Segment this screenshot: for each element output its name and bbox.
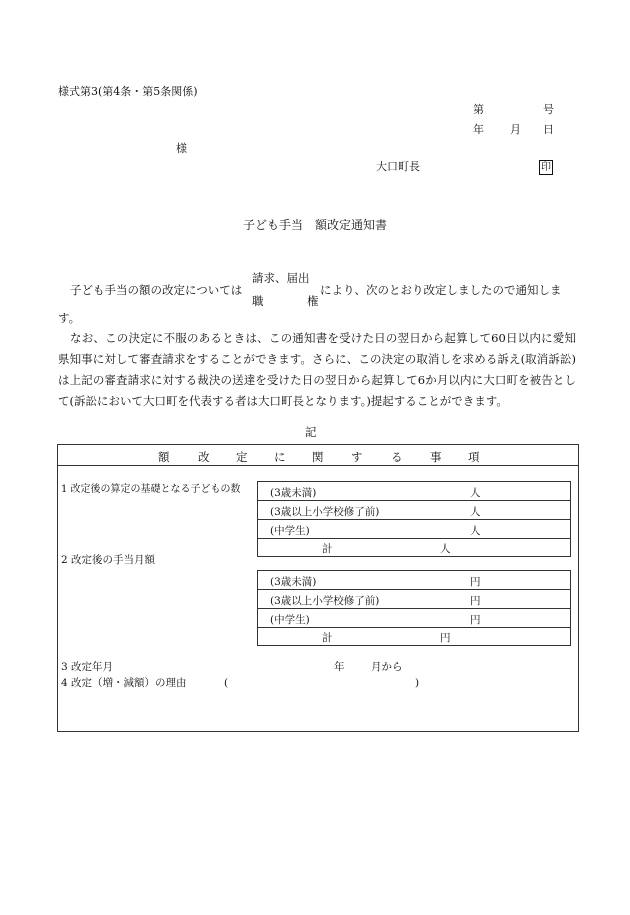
item4-label: 4 改定（増・減額）の理由 <box>61 677 187 689</box>
children-row-label: (3歳以上小学校修了前) <box>270 506 380 518</box>
amount-row-unit: 円 <box>470 576 481 588</box>
header-divider <box>58 465 578 466</box>
amount-row-label: (3歳未満) <box>270 576 317 588</box>
form-reference: 様式第3(第4条・第5条関係) <box>58 85 198 98</box>
children-total-label: 計 <box>322 543 333 555</box>
issuer: 大口町長 <box>376 160 420 173</box>
children-row-label: (3歳未満) <box>270 487 317 499</box>
body-p1-before: 子ども手当の額の改定については <box>70 283 243 297</box>
children-total-unit: 人 <box>440 543 451 555</box>
children-count-box <box>257 481 571 557</box>
date-day: 日 <box>543 123 554 136</box>
amount-row <box>258 590 570 609</box>
reason-paren-open: ( <box>224 677 229 689</box>
header-char: る <box>391 450 403 464</box>
body-p1-after: により、次のとおり改定しましたので通知しま <box>320 283 562 297</box>
children-row <box>258 482 570 501</box>
amount-row-unit: 円 <box>470 614 481 626</box>
ki-label: 記 <box>305 425 317 439</box>
body-p1-cont: す。 <box>58 311 81 325</box>
amount-total-row <box>258 627 570 645</box>
children-row <box>258 501 570 520</box>
document-title: 子ども手当 額改定通知書 <box>243 218 388 232</box>
header-char: に <box>274 450 286 464</box>
doc-number-dai: 第 <box>473 103 484 116</box>
children-row-label: (中学生) <box>270 525 310 537</box>
body-stack-bottom-2: 権 <box>307 294 319 308</box>
amount-row-label: (3歳以上小学校修了前) <box>270 595 380 607</box>
header-char: 定 <box>236 450 248 464</box>
addressee-sama: 様 <box>176 142 187 155</box>
item2-label: 2 改定後の手当月額 <box>61 554 156 566</box>
amount-total-unit: 円 <box>440 632 451 644</box>
item3-month: 月から <box>371 661 403 673</box>
amount-total-label: 計 <box>322 632 333 644</box>
header-char: 額 <box>158 450 170 464</box>
details-table <box>57 444 579 732</box>
children-row-unit: 人 <box>470 487 481 499</box>
header-char: 項 <box>468 450 480 464</box>
seal-mark: 印 <box>541 162 551 173</box>
body-stack-bottom-1: 職 <box>252 294 264 308</box>
header-char: す <box>351 450 363 464</box>
header-char: 関 <box>312 450 324 464</box>
amount-box <box>257 570 571 646</box>
item3-year: 年 <box>334 661 345 673</box>
header-char: 事 <box>430 450 442 464</box>
amount-row-label: (中学生) <box>270 614 310 626</box>
children-row <box>258 520 570 539</box>
item3-label: 3 改定年月 <box>61 661 114 673</box>
children-row-unit: 人 <box>470 525 481 537</box>
body-p2: なお、この決定に不服のあるときは、この通知書を受けた日の翌日から起算して60日以内に愛知県知事に対して審査請求をすることができます。さらに、この決定の取消しを求める訴え(取消訴訟)は上記の審査請求に対する裁決の送達を受けた日の翌日から起算して6か月以内に大口町を被告として(訴訟において大口町を代表する者は大口町長となります。)提起することができます。 <box>58 331 576 408</box>
children-total-row <box>258 538 570 556</box>
amount-row <box>258 571 570 590</box>
amount-row <box>258 609 570 628</box>
item1-label: 1 改定後の算定の基礎となる子どもの数 <box>61 484 241 495</box>
header-char: 改 <box>198 450 210 464</box>
children-row-unit: 人 <box>470 506 481 518</box>
body-stack-top: 請求、届出 <box>252 271 310 285</box>
date-year: 年 <box>473 123 484 136</box>
doc-number-go: 号 <box>543 103 554 116</box>
amount-row-unit: 円 <box>470 595 481 607</box>
reason-paren-close: ) <box>415 677 420 689</box>
date-month: 月 <box>510 123 521 136</box>
